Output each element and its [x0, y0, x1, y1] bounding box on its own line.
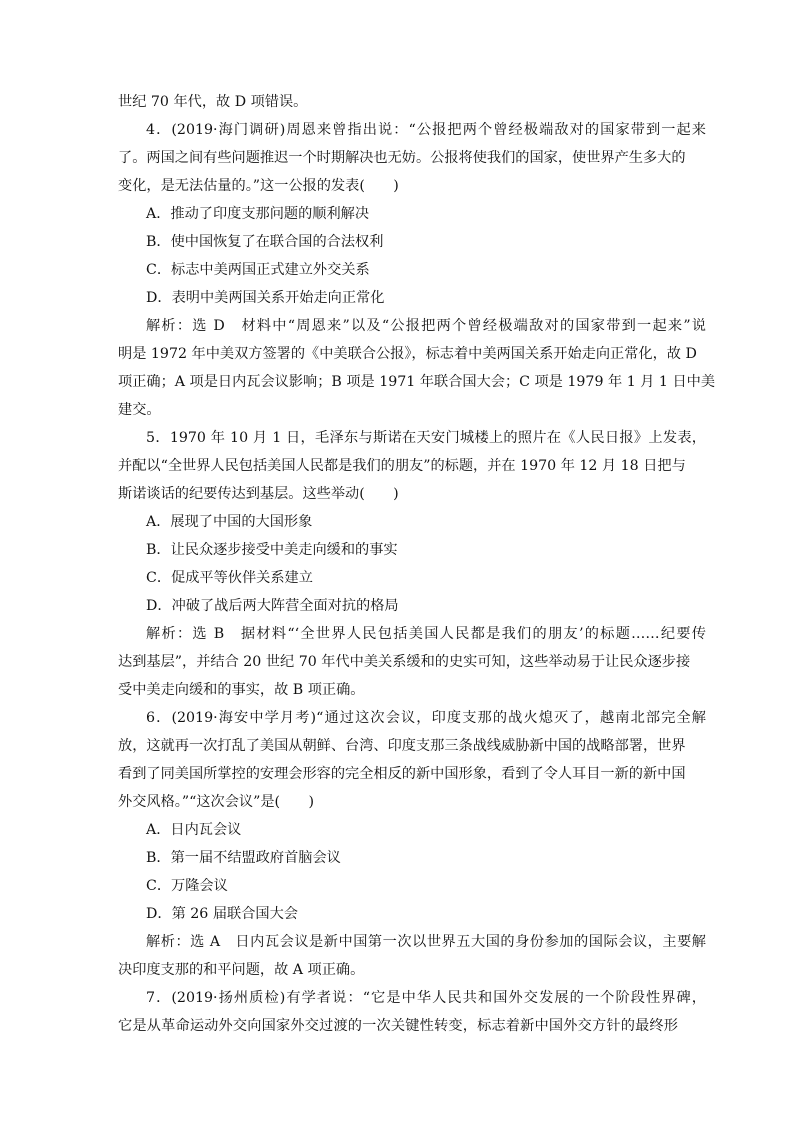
q5-option-a: A．展现了中国的大国形象 — [146, 514, 313, 530]
q7-stem-line-2: 它是从革命运动外交向国家外交过渡的一次关键性转变，标志着新中国外交方针的最终形 — [118, 1018, 678, 1034]
q4-analysis-line-1: 解析：选 D 材料中“周恩来”以及“公报把两个曾经极端敌对的国家带到一起来”说 — [146, 318, 706, 334]
q5-analysis-line-2: 达到基层”，并结合 20 世纪 70 年代中美关系缓和的史实可知，这些举动易于让民众逐步接 — [118, 654, 691, 670]
q5-option-b: B．让民众逐步接受中美走向缓和的事实 — [146, 542, 398, 558]
q4-analysis-line-2: 明是 1972 年中美双方签署的《中美联合公报》，标志着中美两国关系开始走向正常化，故 D — [118, 346, 697, 362]
q4-analysis-line-3: 项正确；A 项是日内瓦会议影响；B 项是 1971 年联合国大会；C 项是 1979 年 1 月 1 日中美 — [118, 374, 716, 390]
q4-stem-line-1: 4．(2019·海门调研)周恩来曾指出说：“公报把两个曾经极端敌对的国家带到一起来 — [146, 122, 706, 138]
q4-option-a: A．推动了印度支那问题的顺利解决 — [146, 206, 370, 222]
q5-option-c: C．促成平等伙伴关系建立 — [146, 570, 313, 586]
q7-stem-line-1: 7．(2019·扬州质检)有学者说：“它是中华人民共和国外交发展的一个阶段性界碑， — [146, 990, 706, 1006]
q5-stem-line-1: 5．1970 年 10 月 1 日，毛泽东与斯诺在天安门城楼上的照片在《人民日报》上发表， — [146, 430, 706, 446]
q5-stem-line-2: 并配以“全世界人民包括美国人民都是我们的朋友”的标题，并在 1970 年 12 月 18 日把与 — [118, 458, 686, 474]
q4-option-d: D．表明中美两国关系开始走向正常化 — [146, 290, 385, 306]
q6-analysis-line-1: 解析：选 A 日内瓦会议是新中国第一次以世界五大国的身份参加的国际会议，主要解 — [146, 934, 706, 950]
q5-stem-line-3: 斯诺谈话的纪要传达到基层。这些举动( ) — [118, 486, 399, 502]
q4-option-b: B．使中国恢复了在联合国的合法权利 — [146, 234, 384, 250]
q6-stem-line-3: 看到了同美国所掌控的安理会形容的完全相反的新中国形象，看到了令人耳目一新的新中国 — [118, 766, 686, 782]
q5-analysis-line-3: 受中美走向缓和的事实，故 B 项正确。 — [118, 682, 365, 698]
q5-analysis-line-1: 解析：选 B 据材料“‘全世界人民包括美国人民都是我们的朋友’的标题……纪要传 — [146, 626, 706, 642]
q6-stem-line-4: 外交风格。”“这次会议”是( ) — [118, 794, 314, 810]
q4-stem-line-3: 变化，是无法估量的。”这一公报的发表( ) — [118, 178, 399, 194]
q4-stem-line-2: 了。两国之间有些问题推迟一个时期解决也无妨。公报将使我们的国家，使世界产生多大的 — [118, 150, 686, 166]
q6-analysis-line-2: 决印度支那的和平问题，故 A 项正确。 — [118, 962, 365, 978]
q4-option-c: C．标志中美两国正式建立外交关系 — [146, 262, 370, 278]
q6-option-a: A．日内瓦会议 — [146, 822, 242, 838]
q6-stem-line-2: 放，这就再一次打乱了美国从朝鲜、台湾、印度支那三条战线威胁新中国的战略部署，世界 — [118, 738, 686, 754]
intro-tail: 世纪 70 年代，故 D 项错误。 — [118, 94, 308, 110]
q6-option-b: B．第一届不结盟政府首脑会议 — [146, 850, 341, 866]
q4-analysis-line-4: 建交。 — [118, 402, 161, 418]
q6-option-c: C．万隆会议 — [146, 878, 228, 894]
q5-option-d: D．冲破了战后两大阵营全面对抗的格局 — [146, 598, 399, 614]
q6-stem-line-1: 6．(2019·海安中学月考)“通过这次会议，印度支那的战火熄灭了，越南北部完全解 — [146, 710, 706, 726]
q6-option-d: D．第 26 届联合国大会 — [146, 906, 298, 922]
